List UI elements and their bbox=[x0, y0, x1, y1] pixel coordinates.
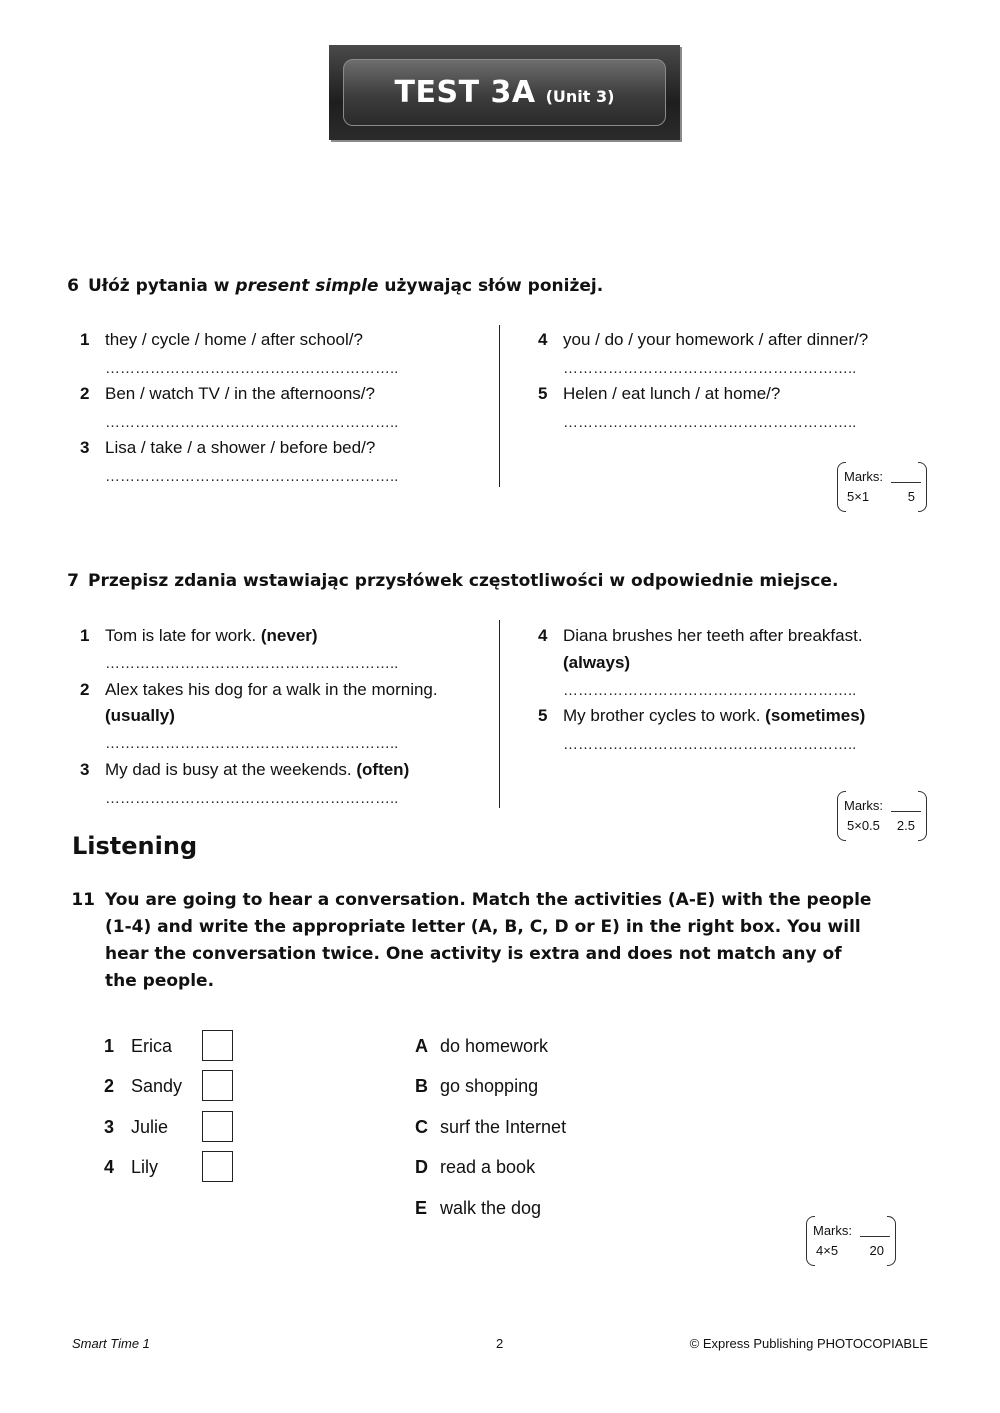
marks-box: Marks: 4×5 20 bbox=[806, 1216, 896, 1266]
answer-box[interactable] bbox=[202, 1151, 233, 1182]
footer-book-title: Smart Time 1 bbox=[72, 1336, 150, 1351]
answer-line[interactable]: ………………………………………………….. bbox=[563, 682, 857, 699]
column-divider bbox=[499, 620, 500, 808]
person-row: 4 Lily bbox=[104, 1157, 244, 1181]
task6-heading bbox=[55, 273, 955, 301]
marks-score-field[interactable] bbox=[860, 1236, 890, 1237]
person-row: 2 Sandy bbox=[104, 1076, 244, 1100]
task7-item: 1 Tom is late for work. (never) bbox=[80, 626, 318, 645]
activity-option: E walk the dog bbox=[415, 1198, 542, 1218]
answer-box[interactable] bbox=[202, 1070, 233, 1101]
answer-line[interactable]: ………………………………………………….. bbox=[105, 790, 399, 807]
task7-item: 3 My dad is busy at the weekends. (often) bbox=[80, 760, 410, 779]
task7-item: 5 My brother cycles to work. (sometimes) bbox=[538, 706, 866, 725]
task6-item: 1 they / cycle / home / after school/? bbox=[80, 330, 363, 349]
activity-option: C surf the Internet bbox=[415, 1117, 567, 1137]
footer-copyright: © Express Publishing PHOTOCOPIABLE bbox=[689, 1336, 928, 1351]
answer-line[interactable]: ………………………………………………….. bbox=[105, 468, 399, 485]
answer-line[interactable]: ………………………………………………….. bbox=[105, 655, 399, 672]
answer-line[interactable]: ………………………………………………….. bbox=[105, 414, 399, 431]
marks-box: Marks: 5×0.5 2.5 bbox=[837, 791, 927, 841]
task7-instruction: Przepisz zdania wstawiając przysłówek częstotliwości w odpowiednie miejsce. bbox=[88, 571, 839, 591]
task11-instruction: You are going to hear a conversation. Match the activities (A-E) with the people (1-4) and write the appropriate letter (A, B, C, D or E) in the right box. You will hear the conversation twice. One activity is extra and does not match any of the people. bbox=[105, 890, 872, 991]
listening-heading: Listening bbox=[72, 832, 198, 860]
task6-item: 4 you / do / your homework / after dinner/? bbox=[538, 330, 869, 349]
task6-item: 2 Ben / watch TV / in the afternoons/? bbox=[80, 384, 375, 403]
task6-instruction: Ułóż pytania w present simple używając słów poniżej. bbox=[88, 276, 604, 296]
answer-line[interactable]: ………………………………………………….. bbox=[563, 360, 857, 377]
activity-option: D read a book bbox=[415, 1157, 536, 1177]
marks-score-field[interactable] bbox=[891, 811, 921, 812]
title-banner-inner bbox=[343, 59, 666, 126]
task6-item: 3 Lisa / take / a shower / before bed/? bbox=[80, 438, 376, 457]
title-banner bbox=[329, 45, 680, 140]
person-row: 3 Julie bbox=[104, 1117, 244, 1141]
test-unit: (Unit 3) bbox=[545, 87, 615, 106]
task11-number: 11 bbox=[71, 890, 95, 910]
task11-heading bbox=[47, 887, 967, 997]
task6-number: 6 bbox=[67, 276, 79, 296]
test-title: TEST 3A bbox=[394, 75, 536, 110]
answer-line[interactable]: ………………………………………………….. bbox=[563, 736, 857, 753]
marks-score-field[interactable] bbox=[891, 482, 921, 483]
page-number: 2 bbox=[496, 1336, 504, 1351]
task6-instruction-emph: present simple bbox=[235, 276, 379, 296]
column-divider bbox=[499, 325, 500, 487]
task7-number: 7 bbox=[67, 571, 79, 591]
answer-box[interactable] bbox=[202, 1030, 233, 1061]
task7-item: 4 Diana brushes her teeth after breakfast. (always) bbox=[538, 626, 863, 672]
answer-line[interactable]: ………………………………………………….. bbox=[105, 735, 399, 752]
answer-line[interactable]: ………………………………………………….. bbox=[563, 414, 857, 431]
answer-line[interactable]: ………………………………………………….. bbox=[105, 360, 399, 377]
task6-item: 5 Helen / eat lunch / at home/? bbox=[538, 384, 781, 403]
activity-option: B go shopping bbox=[415, 1076, 539, 1096]
task7-heading bbox=[55, 568, 975, 596]
answer-box[interactable] bbox=[202, 1111, 233, 1142]
marks-box: Marks: 5×1 5 bbox=[837, 462, 927, 512]
activity-option: A do homework bbox=[415, 1036, 549, 1056]
person-row: 1 Erica bbox=[104, 1036, 244, 1060]
task7-item: 2 Alex takes his dog for a walk in the morning. (usually) bbox=[80, 680, 438, 725]
